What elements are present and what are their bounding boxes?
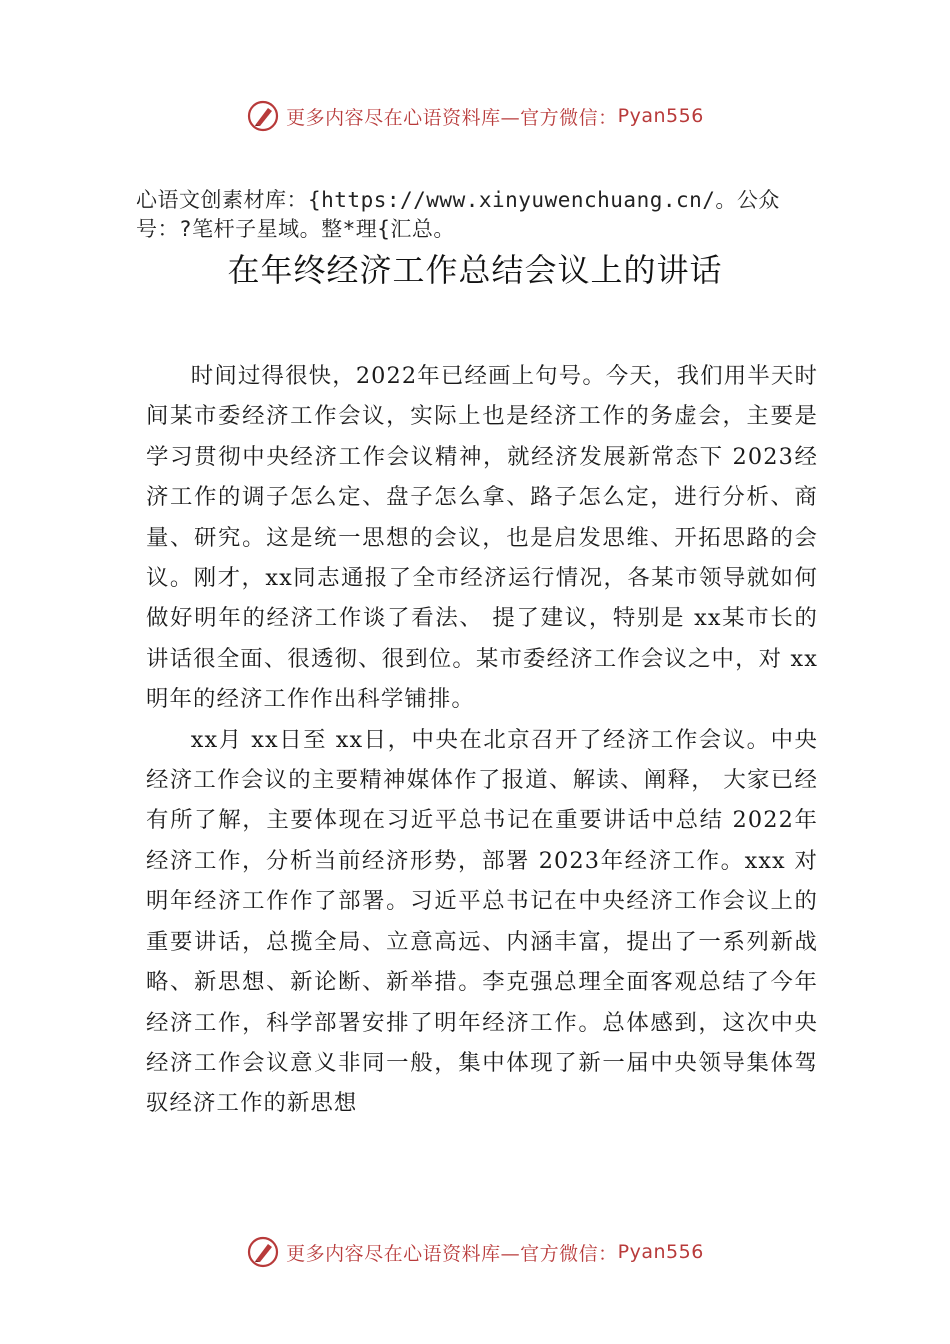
pen-logo-icon	[246, 1235, 280, 1269]
source-note: 心语文创素材库：{https://www.xinyuwenchuang.cn/。公众号：?笔杆子星域。整*理{汇总。	[136, 188, 780, 241]
paragraph: xx月 xx日至 xx日，中央在北京召开了经济工作会议。中央经济工作会议的主要精神媒体作了报道、解读、阐释， 大家已经有所了解，主要体现在习近平总书记在重要讲话中总结 2022年经济工作，分析当前经济形势，部署 2023年经济工作。xxx 对明年经济工作作了部署。习近平总书记在中央经济工作会议上的重要讲话，总揽全局、立意高远、内涵丰富，提出了一系列新战略、新思想、新论断、新举措。李克强总理全面客观总结了今年经济工作，科学部署安排了明年经济工作。总体感到，这次中央经济工作会议意义非同一般，集中体现了新一届中央领导集体驾驭经济工作的新思想	[146, 726, 818, 1117]
watermark-wechat-id: Pyan556	[617, 105, 704, 127]
watermark-wechat-id: Pyan556	[617, 1241, 704, 1263]
pen-logo-icon	[246, 99, 280, 133]
document-body	[146, 356, 818, 1124]
paragraph: 时间过得很快，2022年已经画上句号。今天，我们用半天时间某市委经济工作会议，实际上也是经济工作的务虚会，主要是学习贯彻中央经济工作会议精神，就经济发展新常态下 2023经济工作的调子怎么定、盘子怎么拿、路子怎么定，进行分析、商量、研究。这是统一思想的会议，也是启发思维、开拓思路的会议。刚才，xx同志通报了全市经济运行情况，各某市领导就如何做好明年的经济工作谈了看法、 提了建议，特别是 xx某市长的讲话很全面、很透彻、很到位。某市委经济工作会议之中，对 xx 明年的经济工作作出科学铺排。	[146, 363, 818, 713]
footer-watermark	[0, 1232, 950, 1272]
watermark-text: 更多内容尽在心语资料库—官方微信：	[286, 1242, 618, 1265]
header-watermark	[0, 96, 950, 136]
watermark-text: 更多内容尽在心语资料库—官方微信：	[286, 106, 618, 129]
document-title: 在年终经济工作总结会议上的讲话	[227, 251, 723, 289]
